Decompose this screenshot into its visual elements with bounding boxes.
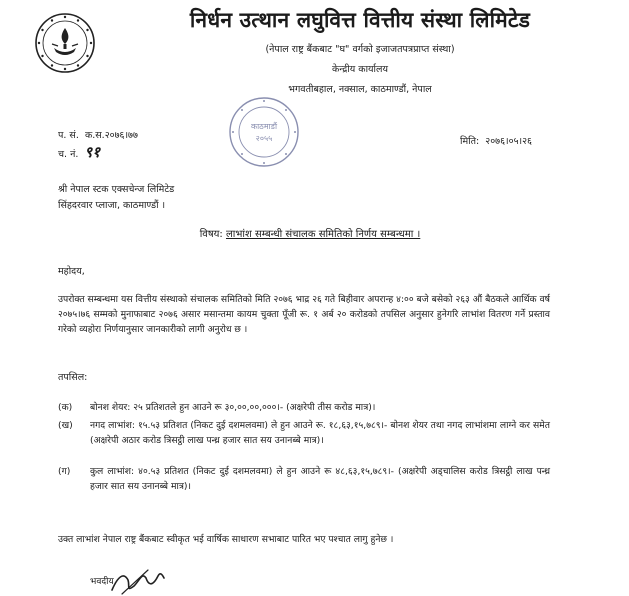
dispatch-number-label: च. नं.: [58, 149, 79, 160]
office-seal-stamp: [228, 96, 300, 168]
item-b-text: नगद लाभांश: १५.५३ प्रतिशत (निकट दुई दशमलवमा) ले हुन आउने रू. १८,६३,१५,७८९।- बोनश शेयर तथा नगद लाभांशमा लाग्ने कर समेत (अक्षरेपी अठार करोड त्रिसट्ठी लाख पन्ध्र हजार सात सय उनानब्बे मात्र)।: [90, 420, 550, 446]
handwritten-signature: [108, 566, 168, 596]
reference-number-row: [58, 128, 138, 141]
organization-name: निर्धन उत्थान लघुवित्त वित्तीय संस्था लिमिटेड: [189, 7, 531, 32]
item-c-text: कुल लाभांश: ४०.५३ प्रतिशत (निकट दुई दशमलवमा) ले हुन आउने रू ४८,६३,१५,७८९।- (अक्षरेपी अड्चालिस करोड त्रिसट्ठी लाख पन्ध्र हजार सात सय उनानब्बे मात्र)।: [90, 466, 550, 492]
reference-number-value: क.स.२०७६।७७: [84, 130, 138, 141]
subject-text: लाभांश सम्बन्धी संचालक समितिको निर्णय सम्बन्धमा ।: [225, 229, 421, 240]
date-value: २०७६।०५।२६: [485, 136, 532, 147]
office-address: भगवतीबहाल, नक्साल, काठमाण्डौं, नेपाल: [288, 84, 432, 95]
recipient-name: श्री नेपाल स्टक एक्सचेन्ज लिमिटेड: [58, 184, 175, 195]
organization-subtitle: (नेपाल राष्ट्र बैंकबाट "घ" वर्गको इजाजतपत्रप्राप्त संस्था): [265, 44, 455, 55]
seal-text-city: काठमाडौं: [250, 122, 278, 131]
item-c-mark: (ग): [58, 466, 71, 477]
item-b-mark: (ख): [58, 420, 73, 431]
subject-line: [140, 226, 480, 240]
body-paragraph: उपरोक्त सम्बन्धमा यस वित्तीय संस्थाको संचालक समितिको मिति २०७६ भाद्र २६ गते बिहीवार अपरान्ह ४:०० बजे बसेको २६३ औं बैठकले आर्थिक वर्ष २०७५।७६ सम्मको मुनाफाबाट २०७६ असार मसान्तमा कायम चुक्ता पूँजी रू. १ अर्ब २० करोडको तपसिल अनुसार हुनेगरि लाभांश वितरण गर्ने प्रस्ताव गरेको व्यहोरा निर्णयानुसार जानकारीको लागी अनुरोध छ ।: [58, 294, 550, 335]
seal-text-year: २०५५: [255, 134, 273, 143]
signoff: भवदीय,: [90, 577, 117, 587]
item-a-text: बोनश शेयर: २५ प्रतिशतले हुन आउने रू ३०,००,००,०००।- (अक्षरेपी तीस करोड मात्र)।: [90, 402, 376, 413]
subject-label: विषय:: [199, 229, 223, 240]
office-name: केन्द्रीय कार्यालय: [332, 64, 388, 75]
dispatch-number-value: ९१: [84, 143, 101, 161]
reference-number-label: प. सं.: [58, 130, 79, 141]
date-label: मिति:: [460, 136, 480, 147]
salutation: महोदय,: [58, 266, 85, 277]
letter-date: [460, 134, 532, 147]
organization-logo-icon: [34, 12, 96, 74]
tapsil-heading: तपसिल:: [58, 372, 88, 383]
dispatch-number-row: [58, 142, 100, 162]
recipient-address: सिंहदरवार प्लाजा, काठमाण्डौं ।: [58, 200, 166, 211]
item-a-mark: (क): [58, 402, 73, 413]
closing-paragraph: उक्त लाभांश नेपाल राष्ट्र बैंकबाट स्वीकृत भई वार्षिक साधारण सभाबाट पारित भए पश्चात लागु हुनेछ ।: [58, 534, 394, 545]
